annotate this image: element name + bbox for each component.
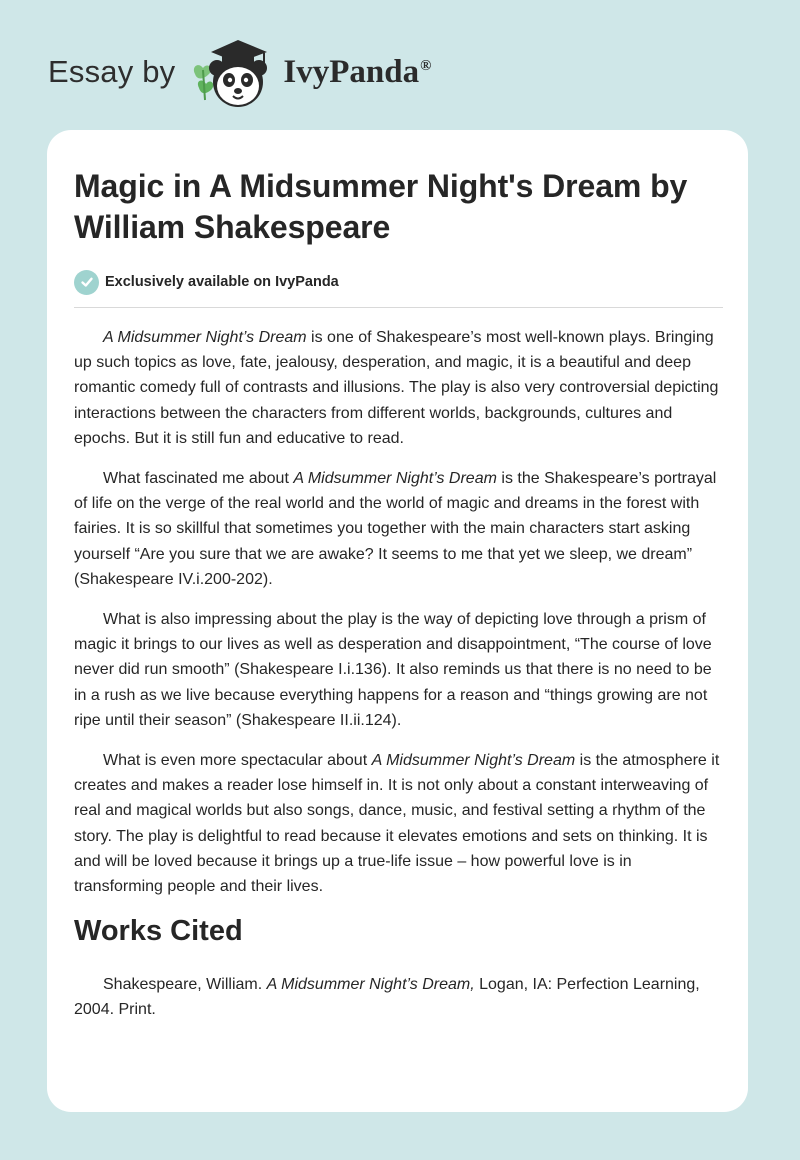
checkmark-icon (74, 270, 99, 295)
essay-title: Magic in A Midsummer Night's Dream by William Shakespeare (74, 168, 688, 245)
text-run: is one of Shakespeare’s most well-known plays. Bringing up such topics as love, fate, jealousy, desperation, and magic, it is a beautiful and deep romantic comedy full of contrasts and illusions. The play is also very controversial depicting interactions between the characters from different worlds, backgrounds, cultures and epochs. But it is still fun and educative to read. (74, 329, 719, 447)
text-run: What fascinated me about (103, 470, 294, 488)
text-run: What is even more spectacular about (103, 752, 372, 770)
text-run: is the Shakespeare’s portrayal of life on the verge of the real world and the world of magic and dreams in the forest with fairies. It is so skillful that sometimes you together with the main characters start asking yourself “Are you sure that we are awake? It seems to me that yet we sleep, we dream” (Shakespeare IV.i.200-202). (74, 470, 717, 588)
divider (74, 307, 723, 308)
italic-title-text: A Midsummer Night’s Dream (103, 329, 307, 346)
exclusive-badge (74, 269, 722, 295)
works-cited-heading: Works Cited (74, 915, 243, 948)
brand-header (48, 32, 431, 112)
essay-paragraph (74, 748, 722, 899)
brand-prefix: Essay by (48, 54, 176, 89)
essay-body (74, 325, 722, 899)
text-run: Logan, IA: Perfection Learning, 2004. Print. (74, 976, 700, 1019)
italic-title-text: A Midsummer Night’s Dream, (266, 976, 475, 994)
essay-card (47, 130, 748, 1112)
text-run: What is also impressing about the play is the way of depicting love through a prism of magic it brings to our lives as well as desperation and disappointment, “The course of love never did run smooth” (Shakespeare I.i.136). It also reminds us that there is no need to be in a rush as we live because everything happens for a reason and “things growing are not ripe until their season” (Shakespeare II.ii.124). (74, 611, 712, 729)
text-run: Shakespeare, William. (103, 976, 267, 994)
badge-text: Exclusively available on IvyPanda (105, 274, 339, 290)
italic-title-text: A Midsummer Night’s Dream (371, 752, 576, 770)
essay-paragraph (74, 607, 722, 733)
panda-logo-icon[interactable] (189, 30, 279, 115)
italic-title-text: A Midsummer Night’s Dream (293, 470, 497, 488)
registered-mark: ® (420, 57, 432, 74)
essay-paragraph (74, 466, 722, 592)
brand-name[interactable]: IvyPanda® (283, 53, 432, 90)
citation-entry (74, 972, 722, 1022)
text-run: is the atmosphere it creates and makes a reader lose himself in. It is not only about a constant interweaving of real and magical worlds but also songs, dance, music, and festival setting a rhythm of the story. The play is delightful to read because it elevates emotions and sets on thinking. It is and will be loved because it brings up a true-life issue – how powerful love is in transforming people and their lives. (74, 752, 720, 896)
essay-paragraph (74, 325, 722, 451)
